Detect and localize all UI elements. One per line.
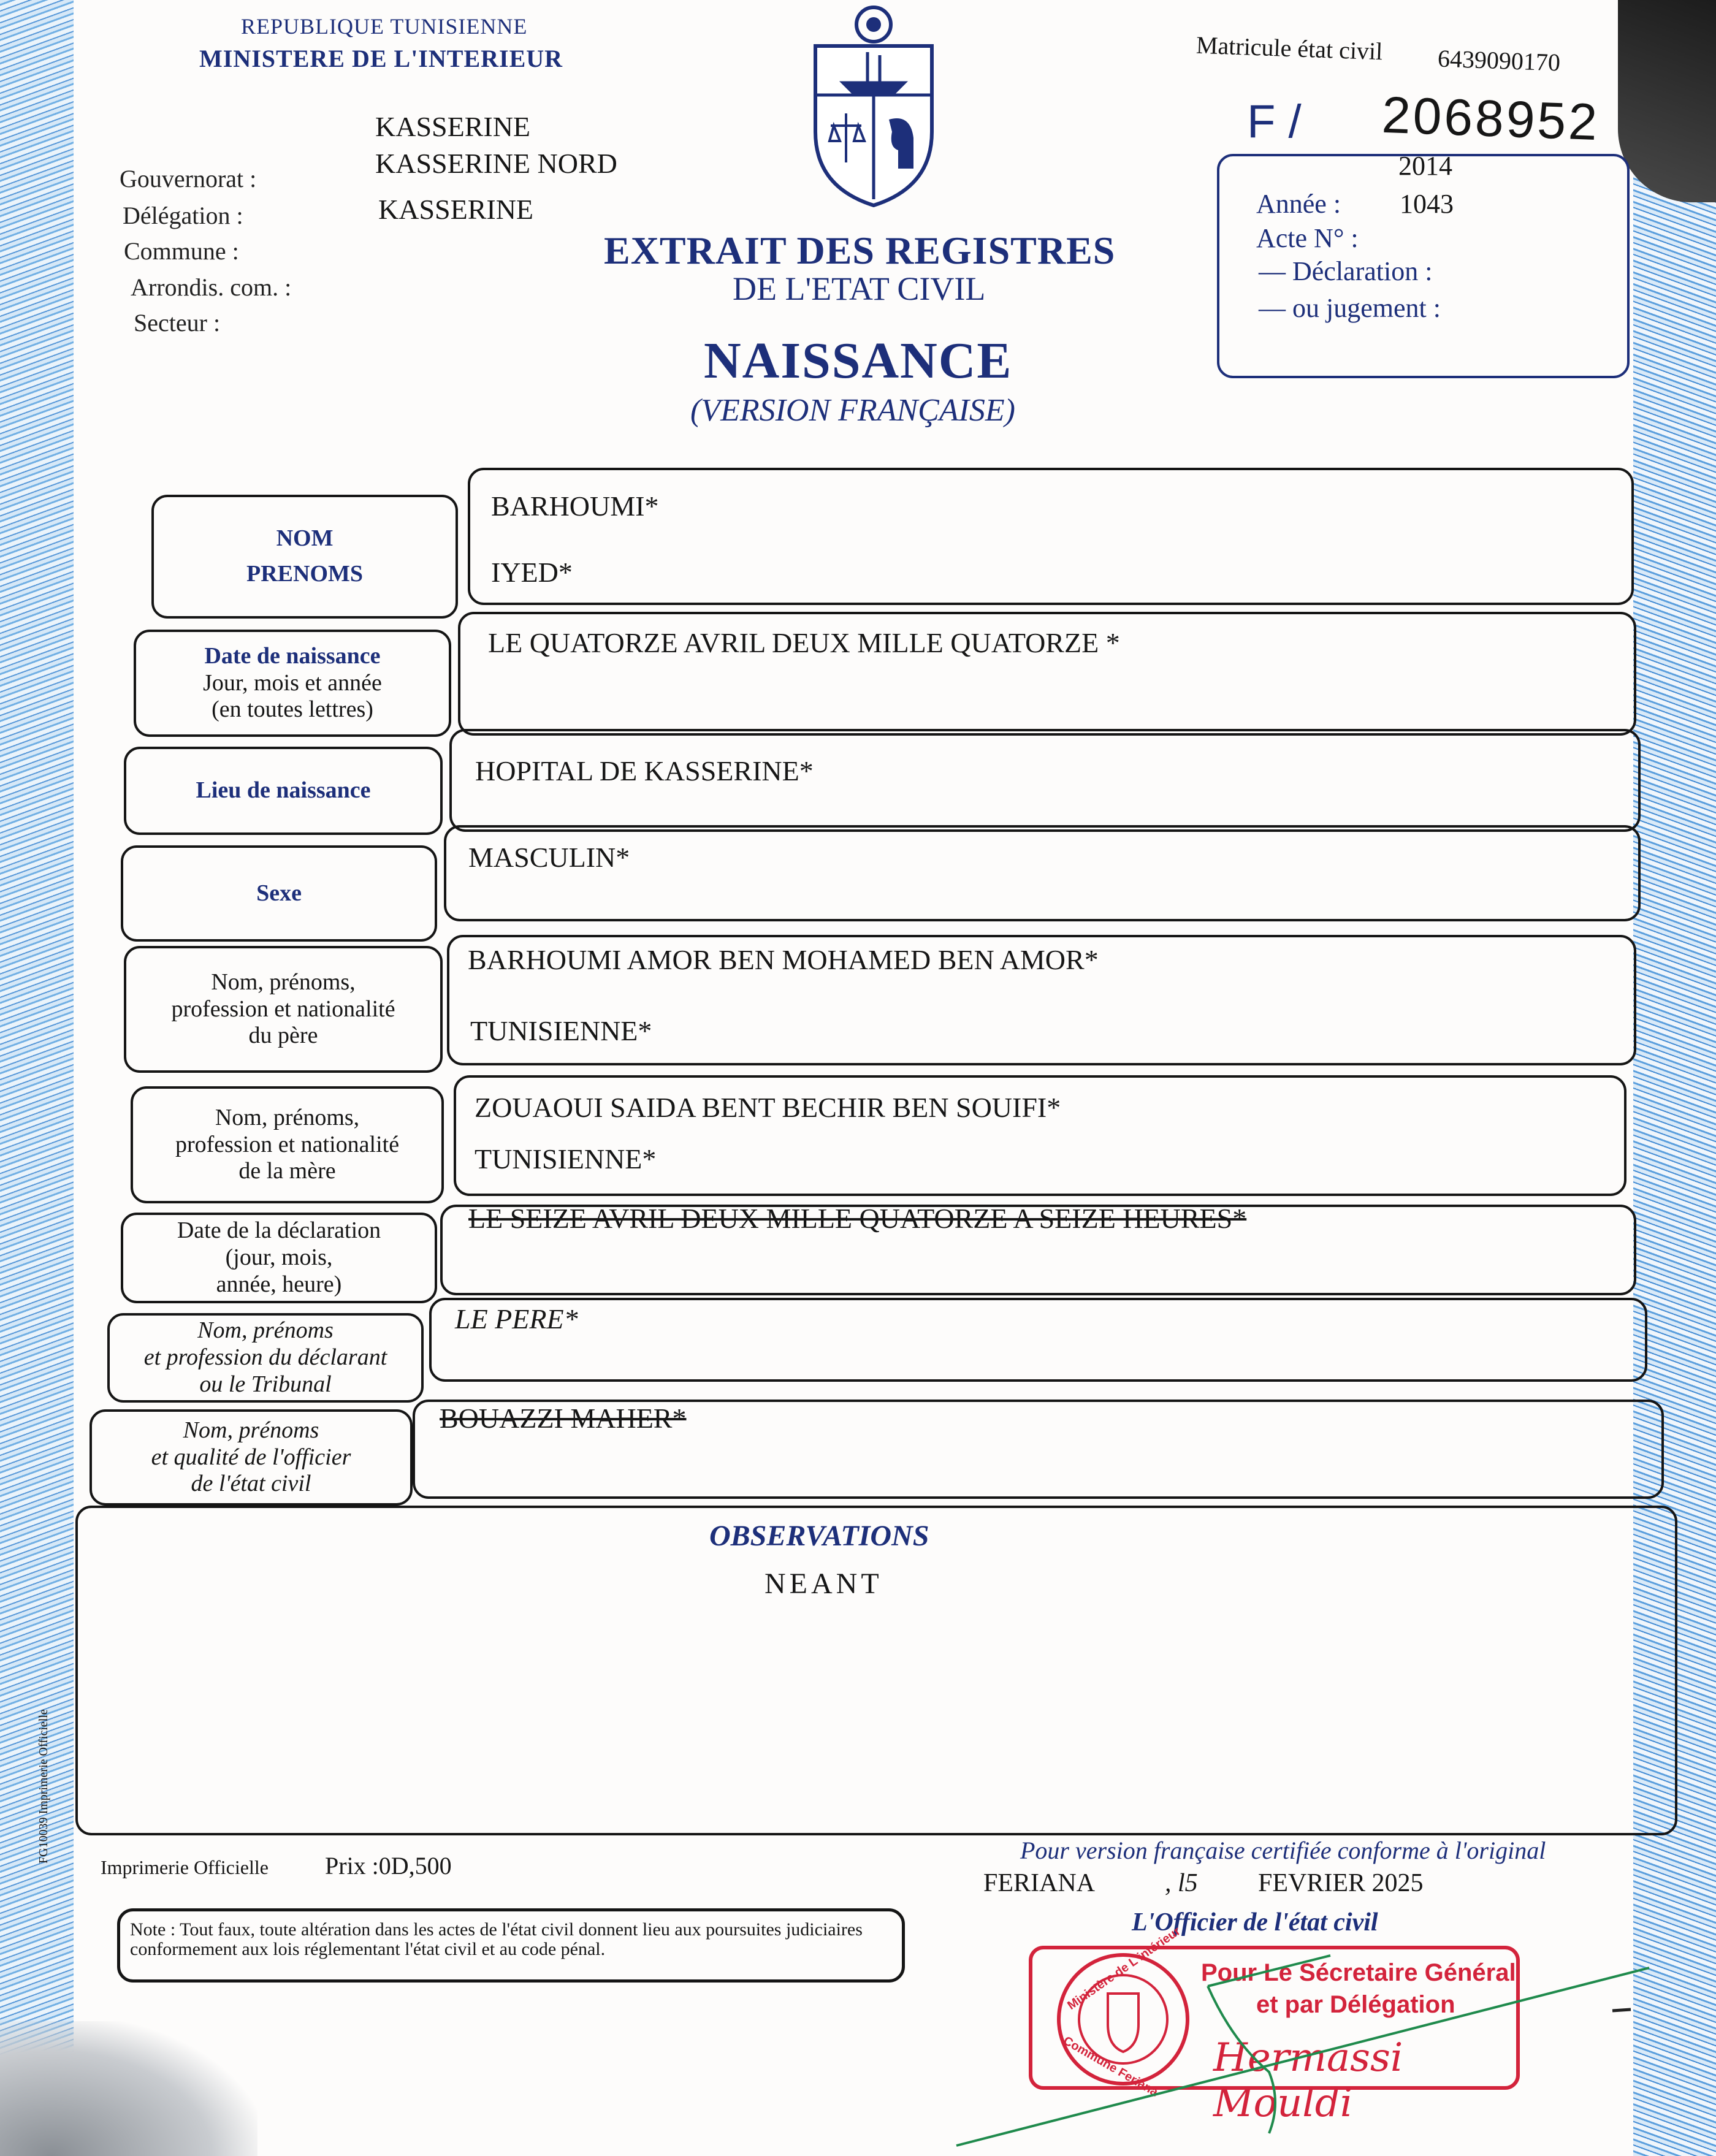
observations-box	[75, 1506, 1677, 1835]
label-line: Date de naissance	[204, 642, 381, 669]
republic-heading: REPUBLIQUE TUNISIENNE	[241, 14, 528, 39]
label-line: ou le Tribunal	[199, 1371, 332, 1397]
label-line: Nom, prénoms	[183, 1417, 319, 1443]
observations-value: NEANT	[765, 1567, 883, 1600]
label-line: année, heure)	[216, 1271, 342, 1297]
certified-text: Pour version française certifiée conforme à l'original	[1020, 1837, 1546, 1864]
acte-box	[1217, 151, 1630, 378]
lieu-naissance-value: HOPITAL DE KASSERINE*	[475, 755, 814, 787]
acte-label: Acte N° :	[1256, 223, 1359, 253]
date-naissance-value: LE QUATORZE AVRIL DEUX MILLE QUATORZE *	[488, 627, 1120, 658]
label-line: Jour, mois et année	[203, 669, 382, 696]
matricule-value: 6439090170	[1437, 44, 1561, 77]
stamp-signature-name: Hermassi Mouldi	[1213, 2035, 1403, 2126]
label-line: NOM	[276, 525, 334, 552]
label-line: de l'état civil	[191, 1471, 311, 1497]
label-line: Nom, prénoms	[197, 1317, 334, 1344]
sexe-label	[121, 845, 437, 942]
secteur-label: Secteur :	[134, 309, 221, 337]
date: FEVRIER 2025	[1258, 1869, 1424, 1897]
stamp-ring-bottom: Commune Feriana	[1061, 2033, 1161, 2100]
label-line: du père	[248, 1023, 318, 1049]
label-line: profession et nationalité	[175, 1131, 400, 1157]
stamp-line1: Pour Le Sécretaire Général	[1201, 1959, 1516, 1986]
label-line: et qualité de l'officier	[151, 1444, 351, 1470]
label-line: de la mère	[238, 1158, 336, 1184]
date-declaration-value: LE SEIZE AVRIL DEUX MILLE QUATORZE A SEIZE HEURES*	[468, 1203, 1247, 1234]
delegation-label: Délégation :	[123, 202, 243, 229]
lieu-naissance-field	[449, 729, 1641, 832]
pere-nationalite-value: TUNISIENNE*	[470, 1015, 652, 1046]
title-extrait: EXTRAIT DES REGISTRES	[604, 229, 1116, 272]
pere-nom-value: BARHOUMI AMOR BEN MOHAMED BEN AMOR*	[468, 944, 1099, 975]
stamp-ring-top: Ministère de L'intérieur	[1065, 1924, 1183, 2013]
background-object	[1618, 0, 1716, 202]
side-print: FG10039 Imprimerie Officielle	[37, 1709, 50, 1864]
observations-title: OBSERVATIONS	[709, 1520, 929, 1552]
declarant-label	[107, 1313, 424, 1403]
nom-value: BARHOUMI*	[491, 490, 659, 522]
security-border-right	[1633, 123, 1716, 2156]
arrondissement-label: Arrondis. com. :	[131, 273, 292, 301]
officier-field	[413, 1400, 1664, 1499]
jugement-label: — ou jugement :	[1259, 293, 1441, 323]
lieu-naissance-label	[124, 747, 443, 835]
mere-field	[454, 1075, 1626, 1196]
delegation-value: KASSERINE NORD	[375, 148, 617, 179]
label-line: (en toutes lettres)	[212, 696, 373, 723]
label-line: Nom, prénoms,	[211, 969, 356, 995]
declarant-value: LE PERE*	[455, 1303, 578, 1335]
commune-label: Commune :	[124, 237, 239, 265]
stamp-line2: et par Délégation	[1256, 1991, 1455, 2018]
day: , l5	[1165, 1869, 1198, 1897]
label-line: Lieu de naissance	[196, 777, 371, 804]
price: Prix :0D,500	[325, 1852, 452, 1880]
annee-label: Année :	[1256, 189, 1341, 219]
mere-nom-value: ZOUAOUI SAIDA BENT BECHIR BEN SOUIFI*	[475, 1092, 1061, 1123]
title-version: (VERSION FRANÇAISE)	[690, 393, 1015, 428]
legal-note: Note : Tout faux, toute altération dans les actes de l'état civil donnent lieu aux poursuites judiciaires conformement aux lois réglementant l'état civil et au code pénal.	[117, 1908, 905, 1983]
label-line: Date de la déclaration	[177, 1217, 381, 1244]
ministry-heading: MINISTERE DE L'INTERIEUR	[199, 45, 563, 72]
year-value: 2014	[1398, 151, 1452, 181]
title-etat-civil: DE L'ETAT CIVIL	[733, 270, 986, 307]
pere-field	[447, 935, 1636, 1065]
commune-value: KASSERINE	[378, 194, 534, 225]
officer-title: L'Officier de l'état civil	[1132, 1908, 1378, 1937]
printer-label: Imprimerie Officielle	[101, 1856, 269, 1878]
date-declaration-field	[440, 1205, 1636, 1295]
label-line: PRENOMS	[246, 561, 363, 587]
background-object	[0, 2021, 257, 2156]
mere-label	[131, 1086, 444, 1203]
mere-nationalite-value: TUNISIENNE*	[475, 1143, 657, 1175]
pere-label	[124, 946, 443, 1073]
date-naissance-field	[458, 612, 1636, 736]
gouvernorat-label: Gouvernorat :	[120, 165, 257, 192]
prenom-value: IYED*	[491, 557, 573, 588]
matricule-label: Matricule état civil	[1195, 31, 1384, 66]
nom-prenoms-field	[468, 468, 1634, 605]
signature-icon	[950, 1949, 1655, 2152]
officier-value: BOUAZZI MAHER*	[440, 1403, 687, 1434]
sexe-field	[444, 825, 1641, 921]
officier-label	[90, 1409, 413, 1506]
label-line: et profession du déclarant	[143, 1344, 387, 1371]
sexe-value: MASCULIN*	[468, 842, 630, 873]
acte-number-value: 1043	[1400, 189, 1454, 219]
date-declaration-label	[121, 1213, 437, 1303]
place: FERIANA	[983, 1869, 1096, 1897]
date-naissance-label	[134, 630, 451, 737]
form-prefix: F /	[1247, 96, 1302, 148]
gouvernorat-value: KASSERINE	[375, 111, 531, 142]
label-line: profession et nationalité	[171, 996, 395, 1022]
declarant-field	[429, 1298, 1647, 1382]
label-line: (jour, mois,	[225, 1244, 333, 1271]
declaration-label: — Déclaration :	[1259, 256, 1433, 286]
label-line: Sexe	[256, 880, 302, 906]
label-line: Nom, prénoms,	[215, 1104, 360, 1130]
tunisia-coat-of-arms-icon	[806, 3, 941, 208]
form-number: 2068952	[1381, 85, 1601, 151]
nom-prenoms-label	[151, 495, 458, 619]
title-naissance: NAISSANCE	[704, 332, 1013, 389]
